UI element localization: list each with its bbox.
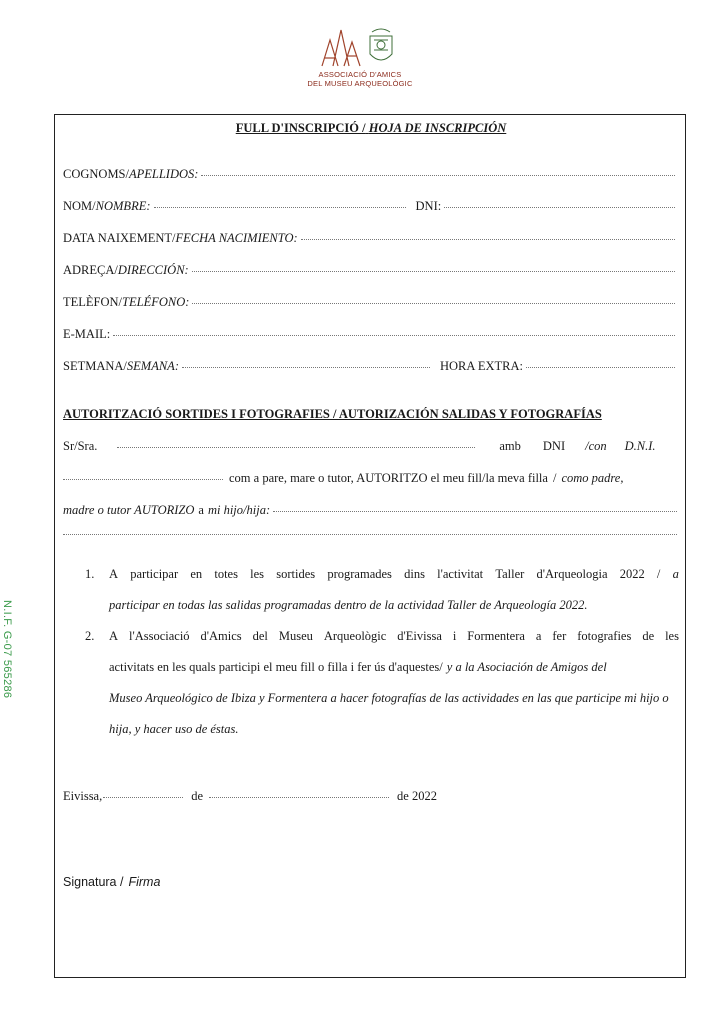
word: en (190, 567, 203, 581)
word: a (672, 567, 679, 581)
word: l'activitat (437, 567, 484, 581)
word: totes (214, 567, 238, 581)
word: l'Associació (128, 629, 190, 643)
org-name-line2: DEL MUSEU ARQUEOLÒGIC (307, 79, 413, 88)
word: del (252, 629, 268, 643)
item-2-line-2 (109, 660, 679, 675)
word: dins (404, 567, 425, 581)
association-logo (300, 22, 420, 96)
form-frame (54, 114, 686, 978)
name-label-es: NOMBRE: (95, 199, 151, 213)
surname-label-ca: COGNOMS/ (63, 167, 129, 181)
word: programades (327, 567, 392, 581)
word: / (656, 567, 661, 581)
signature-label-ca: Signatura / (63, 875, 124, 889)
dni-field[interactable] (444, 206, 675, 208)
address-row (63, 263, 677, 278)
signature-line (63, 875, 679, 889)
word: Museu (278, 629, 313, 643)
authorization-line-3 (63, 503, 679, 518)
week-row (63, 359, 677, 374)
dni-es-label: D.N.I. (624, 439, 656, 453)
word: les (250, 567, 265, 581)
birthdate-label-es: FECHA NACIMIENTO: (175, 231, 298, 245)
coat-of-arms-icon (300, 22, 420, 72)
email-label: E-MAIL: (63, 327, 111, 341)
word: d'Amics (200, 629, 242, 643)
phone-label-ca: TELÈFON/ (63, 295, 123, 309)
guardian-text-ca: com a pare, mare o tutor, AUTORITZO el meu fill/la meva filla (229, 471, 548, 485)
day-field[interactable] (103, 796, 183, 798)
item-2-text-es-2: Museo Arqueológico de Ibiza y Formentera a hacer fotografías de las actividades en las que participe mi hijo o (109, 691, 669, 705)
item-1-number: 1. (85, 567, 95, 581)
place-label: Eivissa, (63, 789, 103, 803)
word: a (535, 629, 542, 643)
dni-label-2: DNI (542, 439, 566, 453)
signature-label-es: Firma (128, 875, 161, 889)
item-2-line-4 (109, 722, 679, 737)
surname-label-es: APELLIDOS: (129, 167, 199, 181)
surname-field[interactable] (201, 174, 675, 176)
item-2-text-es: y a la Asociación de Amigos del (446, 660, 607, 674)
form-title-ca: FULL D'INSCRIPCIÓ / (235, 121, 366, 135)
authorization-title: AUTORITZACIÓ SORTIDES I FOTOGRAFIES / AUTORIZACIÓN SALIDAS Y FOTOGRAFÍAS (63, 407, 602, 421)
extra-hour-label: HORA EXTRA: (439, 359, 523, 373)
child-label-es: mi hijo/hija: (207, 503, 271, 517)
address-field[interactable] (192, 270, 675, 272)
phone-row (63, 295, 677, 310)
guardian-text-es-2: madre o tutor AUTORIZO (63, 503, 195, 517)
amb-label: amb (499, 439, 521, 453)
a-text: a (198, 503, 204, 517)
email-row (63, 327, 677, 342)
word: 2022 (619, 567, 645, 581)
week-label-es: SEMANA: (126, 359, 179, 373)
word: de (642, 629, 655, 643)
guardian-dni-field[interactable] (63, 478, 223, 480)
phone-label-es: TELÉFONO: (122, 295, 190, 309)
dni-label: DNI: (415, 199, 442, 213)
word: d'Arqueologia (536, 567, 608, 581)
week-label-ca: SETMANA/ (63, 359, 127, 373)
form-title-es: HOJA DE INSCRIPCIÓN (368, 121, 507, 135)
org-name-line1: ASSOCIACIÓ D'AMICS (318, 70, 402, 79)
word: fotografies (577, 629, 632, 643)
de-label: de (191, 789, 204, 803)
word: les (665, 629, 679, 643)
word: Arqueològic (323, 629, 387, 643)
association-name (300, 70, 420, 88)
address-label-ca: ADREÇA/ (63, 263, 118, 277)
name-label-ca: NOM/ (63, 199, 96, 213)
item-2-number: 2. (85, 629, 95, 643)
birthdate-row (63, 231, 677, 246)
item-2-text-es-3: hija, y hacer uso de éstas. (109, 722, 239, 736)
extra-hour-field[interactable] (526, 366, 675, 368)
form-title (55, 121, 687, 136)
date-line (63, 789, 679, 804)
item-2-line-1 (109, 629, 679, 644)
word: participar (130, 567, 179, 581)
authorization-line-1 (63, 439, 679, 454)
item-1-line-2 (109, 598, 679, 613)
word: fer (552, 629, 567, 643)
word: sortides (276, 567, 316, 581)
authorization-line-4 (63, 535, 679, 537)
child-name-field-2[interactable] (63, 533, 677, 535)
email-field[interactable] (113, 334, 675, 336)
word: A (109, 629, 119, 643)
birthdate-field[interactable] (301, 238, 675, 240)
surname-row (63, 167, 677, 182)
item-2-text-ca: activitats en les quals participi el meu fill o filla i fer ús d'aquestes/ (109, 660, 443, 674)
word: i (452, 629, 457, 643)
item-2-line-3 (109, 691, 679, 706)
birthdate-label-ca: DATA NAIXEMENT/ (63, 231, 176, 245)
week-field[interactable] (182, 366, 430, 368)
signature-area[interactable] (63, 895, 363, 965)
name-field[interactable] (154, 206, 406, 208)
guardian-text-es: como padre, (561, 471, 624, 485)
guardian-name-field[interactable] (117, 446, 475, 448)
item-1-line-1 (109, 567, 679, 582)
sr-label: Sr/Sra. (63, 439, 98, 453)
address-label-es: DIRECCIÓN: (117, 263, 189, 277)
slash-text: / (552, 471, 557, 485)
year-label: de 2022 (397, 789, 437, 803)
word: Formentera (467, 629, 525, 643)
word: Taller (495, 567, 525, 581)
month-field[interactable] (209, 796, 389, 798)
item-1-text-es: participar en todas las salidas programadas dentro de la actividad Taller de Arqueología 2022. (109, 598, 588, 612)
word: A (109, 567, 119, 581)
con-label: /con (585, 439, 607, 453)
nif-side-text: N.I.F. G-07 565286 (1, 600, 13, 699)
word: d'Eivissa (397, 629, 442, 643)
child-name-field[interactable] (273, 510, 677, 512)
phone-field[interactable] (192, 302, 675, 304)
name-row (63, 199, 677, 214)
authorization-line-2 (63, 471, 679, 486)
